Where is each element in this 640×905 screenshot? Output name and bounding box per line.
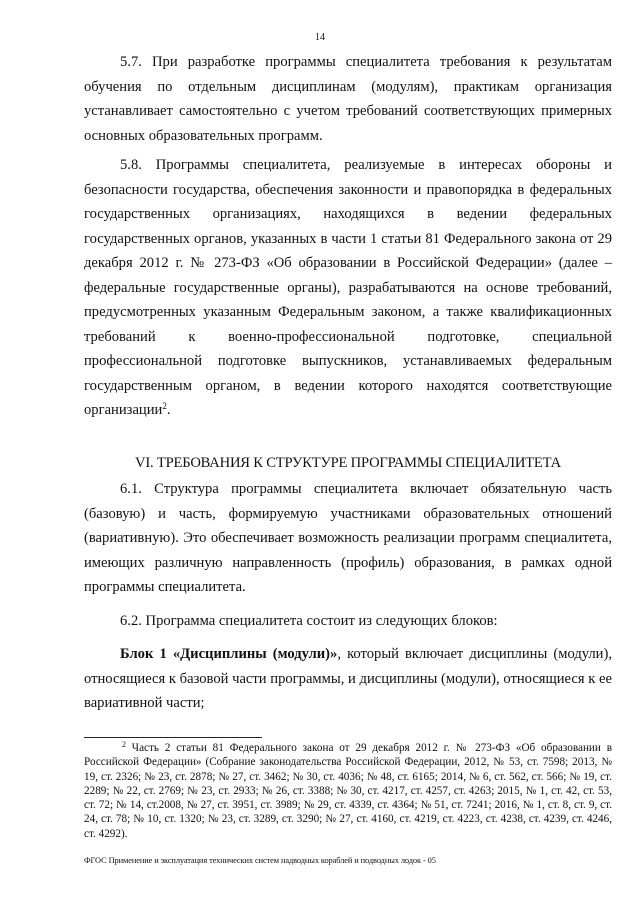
footnote [84,741,612,841]
paragraph-5-8: 5.8. Программы специалитета, реализуемые в интересах обороны и безопасности государства, обеспечения законности и правопорядка в федеральных государственных организациях, находящихся в ведении федеральных государственных органов, указанных в части 1 статьи 81 Федерального закона от 29 декабря 2012 г. № 273-ФЗ «Об образовании в Российской Федерации» (далее – федеральные государственные органы), разрабатываются на основе требований, предусмотренных указанным Федеральным законом, а также квалификационных требований к военно-профессиональной подготовке, специальной профессиональной подготовке выпускников, устанавливаемых федеральным государственным органом, в ведении которого находятся соответствующие организации$^2$. [84,157,612,418]
paragraph-6-1: 6.1. Структура программы специалитета включает обязательную часть (базовую) и часть, формируемую участниками образовательных отношений (вариативную). Это обеспечивает возможность реализации программ специалитета, имеющих различную направленность (профиль) образования, в рамках одной программы специалитета. [84,481,612,595]
block-1-text: , который включает дисциплины (модули), относящиеся к базовой части программы, и дисциплины (модули), относящиеся к ее вариативной части; [84,646,613,711]
block-1-title: Блок 1 «Дисциплины (модули)» [120,646,338,662]
footnote-reference: 2 [162,401,167,411]
document-footer: ФГОС Применение и эксплуатация технических систем надводных кораблей и подводных лодок - 05 [84,856,436,865]
footnote-separator [84,737,262,738]
block-1-paragraph [84,642,612,716]
section-heading: VI. ТРЕБОВАНИЯ К СТРУКТУРЕ ПРОГРАММЫ СПЕЦИАЛИТЕТА [135,454,561,471]
paragraph-5-7: 5.7. При разработке программы специалитета требования к результатам обучения по отдельным дисциплинам (модулям), практикам организация устанавливает самостоятельно с учетом требований соответствующих примерных основных образовательных программ. [84,54,612,144]
footnote-mark: 2 [122,740,126,749]
page-body [84,50,612,716]
page-number: 14 [315,32,325,43]
footnote-text: Часть 2 статьи 81 Федерального закона от 29 декабря 2012 г. № 273-ФЗ «Об образовании в Российской Федерации» (Собрание законодательства Российской Федерации, 2012, № 53, ст. 7598; 2013, № 19, ст. 2326; № 23, ст. 2878; № 27, ст. 3462; № 30, ст. 4036; № 48, ст. 6165; 2014, № 6, ст. 562, ст. 566; № 19, ст. 2289; № 22, ст. 2769; № 23, ст. 2933; № 26, ст. 3388; № 30, ст. 4217, ст. 4257, ст. 4263; 2015, № 1, ст. 42, ст. 53, ст. 72; № 14, ст.2008, № 27, ст. 3951, ст. 3989; № 29, ст. 4339, ст. 4364; № 51, ст. 7241; 2016, № 1, ст. 8, ст. 9, ст. 24, ст. 78; № 10, ст. 1320; № 23, ст. 3289, ст. 3290; № 27, ст. 4160, ст. 4219, ст. 4223, ст. 4238, ст. 4239, ст. 4246, ст. 4292). [84,742,612,840]
paragraph-5-8-text: 5.8. Программы специалитета, реализуемые в интересах обороны и безопасности государства, обеспечения законности и правопорядка в федеральных государственных организациях, находящихся в ведении федеральных государственных органов, указанных в части 1 статьи 81 Федерального закона от 29 декабря 2012 г. № 273-ФЗ «Об образовании в Российской Федерации» (далее – федеральные государственные органы), разрабатываются на основе требований, предусмотренных указанным Федеральным законом, а также квалификационных требований к военно-профессиональной подготовке, специальной профессиональной подготовке выпускников, устанавливаемых федеральным государственным органом, в ведении которого находятся соответствующие организации [84,157,612,418]
paragraph-6-2: 6.2. Программа специалитета состоит из следующих блоков: [120,612,498,629]
